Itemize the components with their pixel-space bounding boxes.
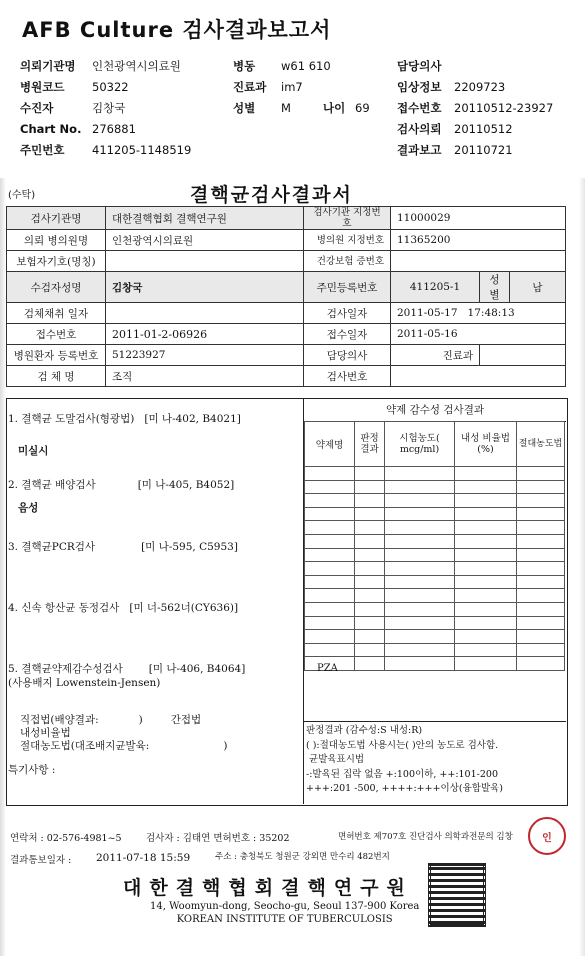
table-row [305, 589, 565, 603]
table-row: 수검자성명 김창국 주민등록번호 411205-1 성별 남 [7, 272, 566, 303]
license-info: 면허번호 제707호 진단검사 의학과전문의 김창 [338, 832, 513, 842]
table-cell [385, 589, 455, 603]
table-row: 접수번호 2011-01-2-06926 접수일자 2011-05-16 [7, 324, 566, 345]
table-cell [355, 507, 385, 521]
section-pcr: 3. 결핵균PCR검사 [미 나-595, C5953] [8, 541, 238, 553]
pza-label: PZA [317, 663, 338, 674]
table-cell [517, 630, 565, 644]
table-cell [305, 630, 355, 644]
section-susceptibility: 5. 결핵균약제감수성검사 [미 나-406, B4064] [8, 663, 246, 675]
header-row: 접수번호 20110512-23927 [397, 101, 554, 115]
section-smear: 1. 결핵균 도말검사(형광법) [미 나-402, B4021] [8, 413, 241, 425]
header-row: 병동 w61 610 [233, 59, 331, 73]
consignment-label: (수탁) [8, 190, 36, 201]
examiner-info: 검사자 : 김태연 면허번호 : 35202 [146, 833, 290, 844]
table-row [305, 521, 565, 535]
header-row: 성별 M 나이 69 [233, 101, 370, 115]
table-row [305, 534, 565, 548]
table-row: 보험자기호(명칭) 건강보험 증번호 [7, 251, 566, 272]
institute-name: 대한결핵협회결핵연구원 [123, 877, 413, 899]
header-row: 진료과 im7 [233, 80, 303, 94]
institute-address-en: 14, Woomyun-dong, Seocho-gu, Seoul 137-900 Korea KOREAN INSTITUTE OF TUBERCULOSIS [150, 901, 420, 925]
red-seal-stamp: 인 [528, 817, 566, 855]
table-cell [517, 507, 565, 521]
table-cell [355, 602, 385, 616]
header-row: 검사의뢰 20110512 [397, 122, 513, 136]
institute-seal [428, 863, 486, 927]
table-row [305, 602, 565, 616]
table-cell [305, 589, 355, 603]
special-notes: 특기사항 : [8, 764, 56, 776]
table-header-row: 약제명 판정 결과 시험농도( mcg/ml) 내성 비율법(%) 절대농도법 [305, 422, 565, 467]
susceptibility-table [304, 421, 565, 671]
table-cell [355, 534, 385, 548]
table-cell [355, 548, 385, 562]
table-cell [517, 467, 565, 481]
table-cell [517, 575, 565, 589]
institute-address-kr: 주소 : 충청북도 청원군 강외면 만수리 482번지 [215, 852, 390, 862]
table-row [305, 643, 565, 657]
table-cell [385, 602, 455, 616]
table-cell [305, 562, 355, 576]
table-row: 검 체 명 조직 검사번호 [7, 366, 566, 387]
susceptibility-title: 약제 감수성 검사결과 [304, 399, 566, 422]
absolute-conc-method: 절대농도법(대조배지균발육: ) [20, 740, 228, 752]
table-cell [305, 494, 355, 508]
section-culture: 2. 결핵균 배양검사 [미 나-405, B4052] [8, 479, 235, 491]
table-row [305, 562, 565, 576]
header-row: Chart No. 276881 [20, 122, 136, 136]
table-cell [355, 630, 385, 644]
table-cell [355, 589, 385, 603]
section-culture-result: 음성 [18, 502, 39, 514]
table-cell [355, 521, 385, 535]
table-cell [355, 616, 385, 630]
table-cell [385, 616, 455, 630]
report-title: AFB Culture 검사결과보고서 [22, 18, 332, 42]
table-row: 검사기관명 대한결핵협회 결핵연구원 검사기관 지정번호 11000029 [7, 207, 566, 230]
table-cell [517, 521, 565, 535]
table-row [305, 480, 565, 494]
table-cell [455, 643, 517, 657]
culture-medium: (사용배지 Lowenstein-Jensen) [8, 677, 161, 689]
table-cell [517, 562, 565, 576]
table-cell [517, 480, 565, 494]
header-row: 의뢰기관명 인천광역시의료원 [20, 59, 181, 73]
table-cell [455, 480, 517, 494]
header-right-block [397, 56, 553, 161]
table-cell [455, 521, 517, 535]
table-cell [455, 630, 517, 644]
table-cell [455, 507, 517, 521]
table-cell [355, 575, 385, 589]
table-cell [455, 589, 517, 603]
table-cell [517, 494, 565, 508]
table-row [305, 548, 565, 562]
table-cell [305, 534, 355, 548]
table-cell [455, 467, 517, 481]
table-cell [305, 643, 355, 657]
table-row [305, 616, 565, 630]
table-cell [355, 480, 385, 494]
table-cell [455, 534, 517, 548]
patient-info-table [6, 206, 566, 387]
header-row: 주민번호 411205-1148519 [20, 143, 192, 157]
table-cell [305, 575, 355, 589]
table-row [305, 657, 565, 671]
header-row: 결과보고 20110721 [397, 143, 513, 157]
header-row: 임상정보 2209723 [397, 80, 506, 94]
table-cell [355, 467, 385, 481]
table-cell [455, 616, 517, 630]
table-row: 의뢰 병의원명 인천광역시의료원 병의원 지정번호 11365200 [7, 230, 566, 251]
table-cell [305, 602, 355, 616]
table-cell [455, 657, 517, 671]
table-cell [385, 630, 455, 644]
table-cell [355, 643, 385, 657]
table-cell [385, 562, 455, 576]
form-title: 결핵균검사결과서 [190, 184, 353, 206]
table-row [305, 494, 565, 508]
section-rapid-id: 4. 신속 항산균 동정검사 [미 너-562너(CY636)] [8, 602, 239, 614]
table-cell [517, 643, 565, 657]
table-cell [305, 467, 355, 481]
header-left-block [20, 56, 191, 161]
table-cell [517, 548, 565, 562]
table-cell [385, 548, 455, 562]
table-cell [305, 616, 355, 630]
table-row: 병원환자 등록번호 51223927 담당의사 진료과 [7, 345, 566, 366]
table-cell [385, 467, 455, 481]
table-cell [305, 480, 355, 494]
table-cell [305, 521, 355, 535]
header-row: 병원코드 50322 [20, 80, 129, 94]
table-cell [455, 602, 517, 616]
table-row [305, 467, 565, 481]
table-cell [355, 562, 385, 576]
table-cell [517, 616, 565, 630]
table-row [305, 630, 565, 644]
table-cell [385, 494, 455, 508]
resistance-ratio-method: 내성비율법 [20, 727, 71, 739]
header-row: 담당의사 [397, 59, 442, 73]
table-cell [455, 548, 517, 562]
table-cell [355, 494, 385, 508]
table-cell [305, 507, 355, 521]
table-cell [385, 507, 455, 521]
legend-divider [304, 721, 566, 722]
section-smear-result: 미실시 [18, 445, 49, 457]
table-cell [455, 575, 517, 589]
direct-method: 직접법(배양결과: ) 간접법 [20, 714, 202, 726]
table-cell [355, 657, 385, 671]
table-cell [385, 521, 455, 535]
table-cell [455, 494, 517, 508]
table-cell [385, 643, 455, 657]
table-cell [305, 548, 355, 562]
legend-block: 판정결과 (감수성:S 내성:R) ( ):절대농도법 사용시는( )안의 농도로 검사함. 균발육표시법 -:발육된 집락 없음 +:100이하, ++:101-200 +++:201 -500, ++++:+++이상(융합발육) [306, 725, 504, 794]
table-cell [517, 602, 565, 616]
contact-phone: 연락처 : 02-576-4981~5 [10, 833, 122, 844]
table-cell [385, 480, 455, 494]
table-row [305, 507, 565, 521]
table-cell [517, 534, 565, 548]
table-row [305, 575, 565, 589]
table-cell [385, 657, 455, 671]
notify-date-value: 2011-07-18 15:59 [96, 852, 191, 864]
header-mid-block [233, 56, 370, 119]
table-cell [455, 562, 517, 576]
header-row: 수진자 김창국 [20, 101, 126, 115]
table-cell [385, 534, 455, 548]
table-cell [517, 589, 565, 603]
table-cell [385, 575, 455, 589]
notify-date-label: 결과통보일자 : [10, 855, 72, 866]
table-cell [517, 657, 565, 671]
table-row: 검체채취 일자 검사일자 2011-05-17 17:48:13 [7, 303, 566, 324]
